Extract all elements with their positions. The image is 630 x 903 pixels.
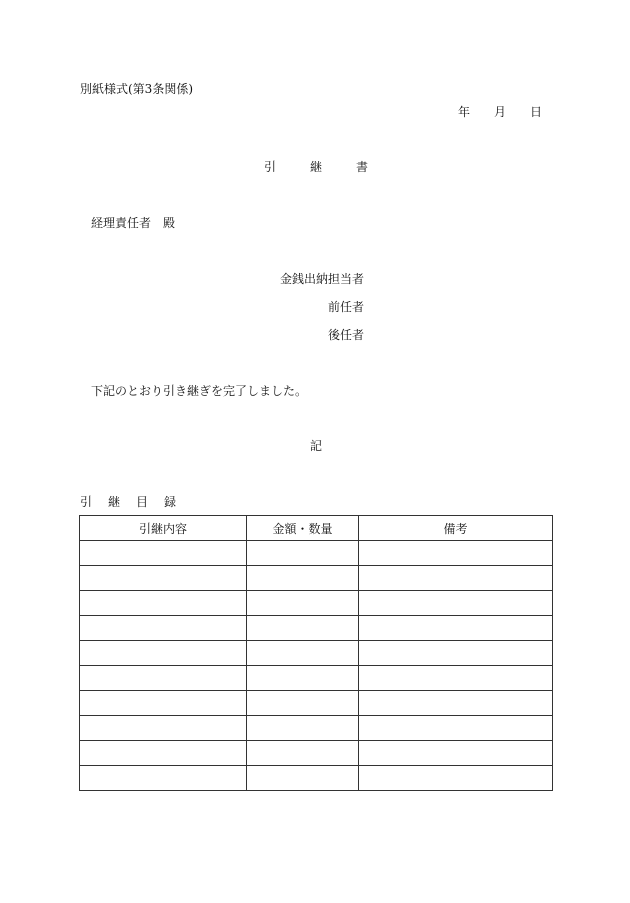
remarks-cell[interactable] [359, 766, 553, 791]
table-row [80, 766, 553, 791]
list-title [80, 496, 176, 508]
amount-cell[interactable] [247, 766, 359, 791]
statement-text: 下記のとおり引き継ぎを完了しました。 [91, 384, 308, 398]
title-char: 書 [356, 160, 369, 174]
remarks-cell[interactable] [359, 591, 553, 616]
remarks-cell[interactable] [359, 566, 553, 591]
content-cell[interactable] [80, 641, 247, 666]
day-label: 日 [530, 105, 543, 119]
amount-cell[interactable] [247, 741, 359, 766]
amount-cell[interactable] [247, 641, 359, 666]
amount-cell[interactable] [247, 566, 359, 591]
amount-cell[interactable] [247, 716, 359, 741]
previous-person-label: 前任者 [327, 300, 364, 314]
table-row [80, 716, 553, 741]
content-cell[interactable] [80, 716, 247, 741]
list-title-char: 録 [164, 495, 177, 509]
table-row [80, 591, 553, 616]
date-line [458, 106, 542, 118]
amount-cell[interactable] [247, 691, 359, 716]
remarks-cell[interactable] [359, 741, 553, 766]
remarks-cell[interactable] [359, 541, 553, 566]
title-char: 継 [310, 160, 323, 174]
table-row [80, 566, 553, 591]
content-cell[interactable] [80, 541, 247, 566]
list-title-char: 引 [80, 495, 93, 509]
amount-cell[interactable] [247, 541, 359, 566]
content-cell[interactable] [80, 766, 247, 791]
table-row [80, 666, 553, 691]
remarks-cell[interactable] [359, 716, 553, 741]
remarks-cell[interactable] [359, 691, 553, 716]
amount-cell[interactable] [247, 616, 359, 641]
recipient [91, 217, 175, 229]
content-cell[interactable] [80, 691, 247, 716]
table-header-row [80, 516, 553, 541]
list-title-char: 目 [136, 495, 149, 509]
title-char: 引 [264, 160, 277, 174]
content-cell[interactable] [80, 666, 247, 691]
content-cell[interactable] [80, 741, 247, 766]
table-row [80, 541, 553, 566]
year-label: 年 [458, 105, 471, 119]
column-header-amount: 金額・数量 [247, 516, 359, 541]
remarks-cell[interactable] [359, 616, 553, 641]
signer-role: 金銭出納担当者 [279, 272, 364, 286]
amount-cell[interactable] [247, 666, 359, 691]
successor-label: 後任者 [327, 328, 364, 342]
month-label: 月 [494, 105, 507, 119]
content-cell[interactable] [80, 616, 247, 641]
document-title [264, 161, 368, 173]
recipient-name: 経理責任者 [91, 216, 152, 230]
content-cell[interactable] [80, 591, 247, 616]
table-row [80, 641, 553, 666]
recipient-honorific: 殿 [163, 216, 176, 230]
handover-table [79, 515, 553, 791]
form-label: 別紙様式(第3条関係) [80, 82, 193, 96]
table-row [80, 691, 553, 716]
amount-cell[interactable] [247, 591, 359, 616]
remarks-cell[interactable] [359, 666, 553, 691]
column-header-remarks: 備考 [359, 516, 553, 541]
table-row [80, 616, 553, 641]
table-row [80, 741, 553, 766]
list-title-char: 継 [108, 495, 121, 509]
content-cell[interactable] [80, 566, 247, 591]
remarks-cell[interactable] [359, 641, 553, 666]
column-header-content: 引継内容 [80, 516, 247, 541]
note-label: 記 [310, 439, 323, 453]
